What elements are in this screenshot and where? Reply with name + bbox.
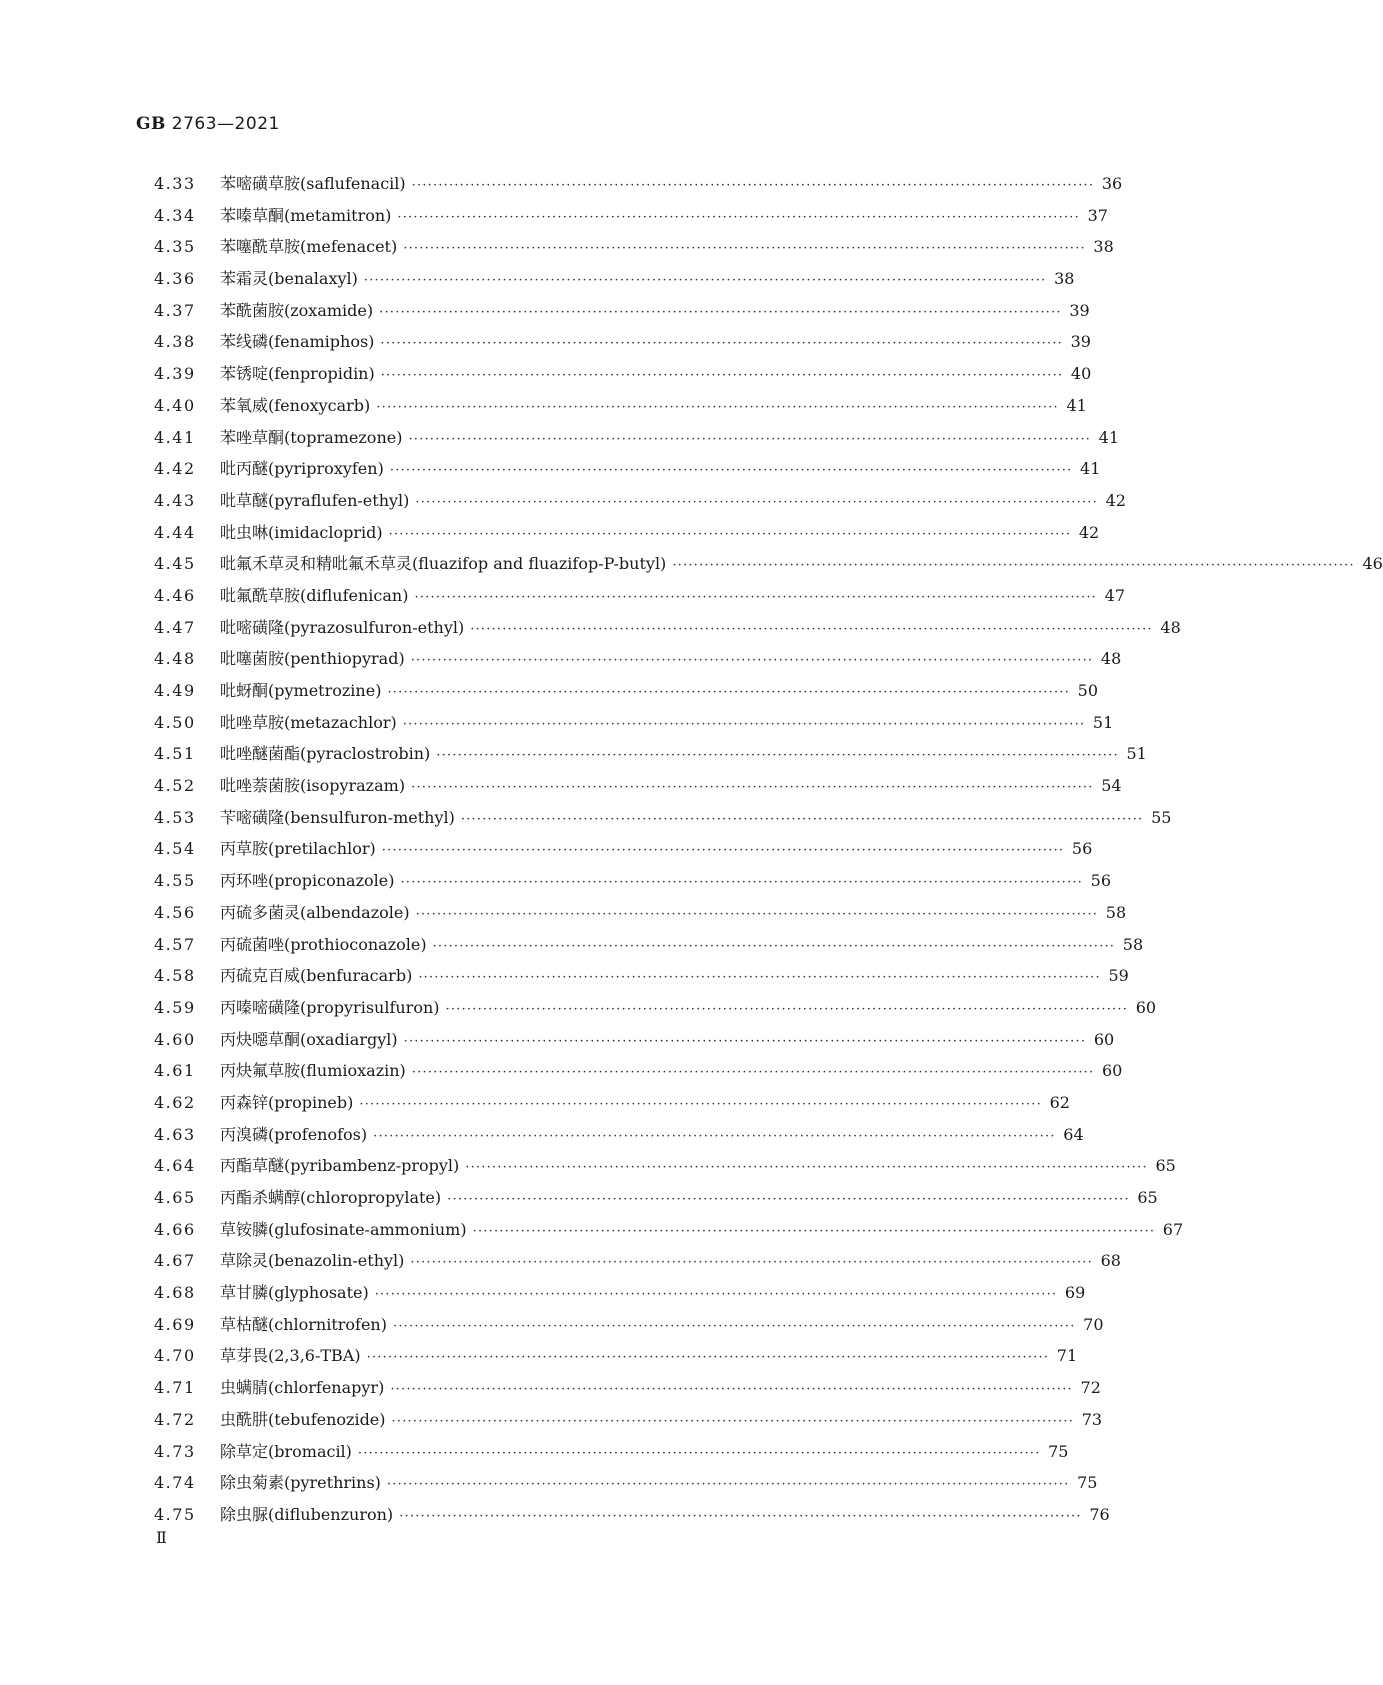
leader-dots: ································································································································ [460,811,1144,827]
toc-entry[interactable] [154,1372,1101,1404]
toc-entry-title: 苯线磷(fenamiphos) [220,332,375,352]
toc-entry[interactable] [154,1150,1176,1182]
leader-dots: ································································································································ [465,1160,1148,1176]
toc-entry-page: 54 [1101,776,1122,796]
toc-entry[interactable] [154,326,1091,358]
toc-entry[interactable] [154,580,1125,612]
leader-dots: ································································································································ [432,938,1116,954]
toc-entry-number: 4.44 [154,522,196,542]
leader-dots: ································································································································ [445,1001,1129,1017]
toc-entry[interactable] [154,1340,1078,1372]
toc-entry[interactable] [154,1055,1123,1087]
toc-entry-title: 丙硫克百威(benfuracarb) [220,966,413,986]
toc-entry-number: 4.75 [154,1504,196,1524]
toc-entry[interactable] [154,833,1093,865]
leader-dots: ································································································································ [415,906,1099,922]
toc-entry[interactable] [154,929,1144,961]
toc-entry-number: 4.71 [154,1378,196,1398]
leader-dots: ································································································································ [373,1128,1056,1144]
toc-entry-number: 4.36 [154,269,196,289]
toc-entry[interactable] [154,422,1120,454]
toc-entry-title: 苯噻酰草胺(mefenacet) [220,237,398,257]
toc-entry-title: 吡蚜酮(pymetrozine) [220,681,382,700]
toc-entry-page: 37 [1087,205,1108,225]
toc-entry-page: 48 [1160,617,1181,637]
toc-entry[interactable] [154,770,1122,802]
toc-entry-number: 4.73 [154,1441,196,1461]
toc-entry-page: 60 [1135,997,1157,1017]
toc-entry[interactable] [154,390,1087,422]
toc-entry-title: 丙嗪嘧磺隆(propyrisulfuron) [220,997,440,1017]
toc-entry[interactable] [154,643,1122,675]
leader-dots: ································································································································ [387,685,1070,700]
leader-dots: ································································································································ [399,1508,1082,1524]
toc-entry-page: 56 [1071,839,1093,859]
toc-entry-page: 76 [1089,1504,1110,1524]
toc-entry-title: 吡氟酰草胺(diflufenican) [220,585,409,605]
toc-entry-number: 4.52 [154,776,196,796]
toc-entry-page: 42 [1105,490,1126,510]
toc-entry-title: 吡嘧磺隆(pyrazosulfuron-ethyl) [220,617,465,637]
toc-entry-title: 苯霜灵(benalaxyl) [220,269,358,289]
toc-entry-title: 草铵膦(glufosinate-ammonium) [220,1219,467,1239]
toc-entry-page: 72 [1080,1378,1101,1398]
leader-dots: ································································································································ [386,1477,1070,1493]
leader-dots: ································································································································ [447,1192,1130,1207]
leader-dots: ································································································································ [672,558,1355,574]
toc-entry-page: 62 [1049,1092,1070,1112]
toc-entry-title: 草枯醚(chlornitrofen) [220,1314,387,1334]
standard-prefix: GB [136,114,166,134]
toc-entry-number: 4.42 [154,459,196,479]
toc-entry-number: 4.58 [154,966,196,986]
toc-entry-title: 除虫菊素(pyrethrins) [220,1473,381,1493]
toc-entry-number: 4.49 [154,681,196,700]
toc-entry-number: 4.59 [154,997,196,1017]
toc-entry-title: 丙炔噁草酮(oxadiargyl) [220,1029,398,1049]
toc-entry[interactable] [154,1467,1098,1499]
toc-entry-title: 丙森锌(propineb) [220,1092,354,1112]
toc-entry-page: 73 [1081,1409,1103,1429]
toc-entry-title: 丙溴磷(profenofos) [220,1124,368,1144]
toc-entry-page: 41 [1066,395,1087,415]
toc-entry[interactable] [154,1087,1070,1119]
toc-entry-title: 苯氧威(fenoxycarb) [220,395,371,415]
leader-dots: ································································································································ [392,1318,1076,1334]
toc-entry-page: 58 [1105,902,1127,922]
toc-entry[interactable] [154,168,1123,200]
toc-entry-title: 苯锈啶(fenpropidin) [220,364,375,384]
toc-entry-title: 丙环唑(propiconazole) [220,871,395,891]
toc-entry-title: 丙草胺(pretilachlor) [220,839,376,859]
leader-dots: ································································································································ [381,843,1065,859]
toc-entry[interactable] [154,612,1181,644]
toc-entry-page: 47 [1104,585,1125,605]
toc-entry-number: 4.53 [154,807,196,827]
toc-entry[interactable] [154,200,1108,232]
toc-entry-title: 苄嘧磺隆(bensulfuron-methyl) [220,807,455,827]
leader-dots: ································································································································ [418,970,1101,986]
toc-entry[interactable] [154,675,1098,707]
toc-entry-page: 56 [1090,871,1112,891]
leader-dots: ································································································································ [408,431,1092,447]
leader-dots: ································································································································ [389,463,1073,479]
leader-dots: ································································································································ [411,1065,1095,1081]
toc-entry[interactable] [154,992,1157,1024]
toc-entry-page: 75 [1048,1441,1069,1461]
toc-entry-page: 38 [1093,237,1114,257]
toc-entry[interactable] [154,485,1126,517]
toc-entry-page: 60 [1093,1029,1115,1049]
toc-entry-number: 4.55 [154,871,196,891]
toc-entry-title: 草甘膦(glyphosate) [220,1283,369,1303]
toc-entry-number: 4.45 [154,554,196,574]
toc-entry-title: 吡丙醚(pyriproxyfen) [220,459,384,479]
toc-entry-number: 4.50 [154,712,196,732]
toc-entry[interactable] [154,548,1383,580]
toc-entry-page: 65 [1137,1188,1158,1207]
leader-dots: ································································································································ [472,1223,1156,1239]
leader-dots: ································································································································ [374,1287,1058,1303]
toc-entry-title: 草除灵(benazolin-ethyl) [220,1251,405,1271]
toc-entry-title: 丙炔氟草胺(flumioxazin) [220,1061,406,1081]
toc-entry-number: 4.62 [154,1092,196,1112]
toc-entry-title: 丙酯杀螨醇(chloropropylate) [220,1188,442,1207]
toc-entry-page: 55 [1151,807,1172,827]
document-header [136,114,280,134]
toc-entry-number: 4.69 [154,1314,196,1334]
toc-entry-number: 4.34 [154,205,196,225]
toc-entry-title: 苯唑草酮(topramezone) [220,427,403,447]
toc-entry-title: 草芽畏(2,3,6-TBA) [220,1346,361,1366]
leader-dots: ································································································································ [376,399,1059,415]
toc-entry-number: 4.33 [154,174,196,193]
toc-entry-page: 64 [1063,1124,1084,1144]
toc-entry-number: 4.64 [154,1156,196,1176]
toc-entry-number: 4.48 [154,649,196,669]
toc-entry-page: 69 [1064,1283,1086,1303]
toc-entry-number: 4.61 [154,1061,196,1081]
toc-entry-page: 40 [1070,364,1092,384]
toc-entry-page: 36 [1101,174,1123,193]
toc-entry-title: 丙酯草醚(pyribambenz-propyl) [220,1156,460,1176]
toc-entry-number: 4.56 [154,902,196,922]
toc-entry[interactable] [154,1436,1069,1468]
toc-entry-page: 67 [1162,1219,1184,1239]
toc-entry-title: 丙硫菌唑(prothioconazole) [220,934,427,954]
toc-entry[interactable] [154,1182,1158,1214]
toc-entry[interactable] [154,1245,1121,1277]
toc-entry-title: 吡虫啉(imidacloprid) [220,522,383,542]
toc-entry-number: 4.43 [154,490,196,510]
toc-entry-number: 4.37 [154,300,196,320]
toc-entry-page: 58 [1122,934,1144,954]
leader-dots: ································································································································ [414,589,1097,605]
toc-entry-number: 4.65 [154,1188,196,1207]
toc-entry-title: 除虫脲(diflubenzuron) [220,1504,394,1524]
toc-entry-page: 39 [1069,300,1090,320]
toc-entry-number: 4.70 [154,1346,196,1366]
toc-entry[interactable] [154,738,1147,770]
toc-entry-number: 4.63 [154,1124,196,1144]
toc-entry-number: 4.51 [154,744,196,764]
leader-dots: ································································································································ [357,1445,1041,1461]
toc-entry[interactable] [154,707,1114,739]
toc-entry-number: 4.38 [154,332,196,352]
toc-entry-title: 苯酰菌胺(zoxamide) [220,300,374,320]
toc-entry-page: 59 [1108,966,1129,986]
toc-entry-page: 51 [1126,744,1147,764]
toc-entry-page: 38 [1054,269,1075,289]
toc-entry[interactable] [154,263,1075,295]
leader-dots: ································································································································ [359,1096,1042,1112]
toc-entry[interactable] [154,231,1114,263]
toc-entry-title: 虫酰肼(tebufenozide) [220,1409,386,1429]
toc-entry-title: 苯嗪草酮(metamitron) [220,205,392,225]
leader-dots: ································································································································ [366,1350,1050,1366]
leader-dots: ································································································································ [403,241,1086,257]
leader-dots: ································································································································ [411,178,1095,193]
toc-entry-title: 除草定(bromacil) [220,1441,352,1461]
toc-entry-title: 吡噻菌胺(penthiopyrad) [220,649,405,669]
toc-entry-number: 4.46 [154,585,196,605]
leader-dots: ································································································································ [380,368,1064,384]
toc-entry[interactable] [154,1309,1104,1341]
toc-entry-page: 46 [1362,554,1383,574]
toc-entry-page: 71 [1056,1346,1078,1366]
toc-entry-number: 4.72 [154,1409,196,1429]
toc-entry-page: 60 [1102,1061,1123,1081]
toc-entry-title: 虫螨腈(chlorfenapyr) [220,1378,385,1398]
toc-entry[interactable] [154,1214,1184,1246]
leader-dots: ································································································································ [391,1413,1075,1429]
toc-entry-page: 41 [1080,459,1101,479]
toc-entry-page: 39 [1070,332,1091,352]
table-of-contents [154,168,1383,1531]
leader-dots: ································································································································ [470,621,1153,637]
toc-entry-page: 65 [1155,1156,1176,1176]
toc-entry-number: 4.74 [154,1473,196,1493]
toc-entry-number: 4.57 [154,934,196,954]
leader-dots: ································································································································ [380,336,1063,352]
toc-entry-number: 4.67 [154,1251,196,1271]
leader-dots: ································································································································ [415,494,1098,510]
leader-dots: ································································································································ [390,1382,1073,1398]
leader-dots: ································································································································ [411,780,1094,796]
leader-dots: ································································································································ [403,1033,1087,1049]
toc-entry[interactable] [154,1499,1110,1531]
toc-entry-number: 4.40 [154,395,196,415]
toc-entry[interactable] [154,1404,1103,1436]
leader-dots: ································································································································ [410,653,1094,669]
toc-entry-title: 吡唑萘菌胺(isopyrazam) [220,776,406,796]
leader-dots: ································································································································ [397,209,1080,225]
toc-entry-title: 苯嘧磺草胺(saflufenacil) [220,174,406,193]
leader-dots: ································································································································ [363,273,1047,289]
toc-entry[interactable] [154,1119,1084,1151]
toc-entry-number: 4.41 [154,427,196,447]
toc-entry-title: 吡唑醚菌酯(pyraclostrobin) [220,744,431,764]
toc-entry-page: 68 [1100,1251,1121,1271]
leader-dots: ································································································································ [436,748,1119,764]
toc-entry[interactable] [154,358,1092,390]
toc-entry-page: 51 [1092,712,1114,732]
toc-entry-number: 4.39 [154,364,196,384]
toc-entry-number: 4.60 [154,1029,196,1049]
leader-dots: ································································································································ [379,304,1062,320]
leader-dots: ································································································································ [402,716,1086,732]
toc-entry-title: 吡唑草胺(metazachlor) [220,712,397,732]
standard-code: 2763—2021 [171,114,280,134]
toc-entry[interactable] [154,960,1129,992]
toc-entry-number: 4.47 [154,617,196,637]
toc-entry[interactable] [154,517,1100,549]
leader-dots: ································································································································ [400,875,1084,891]
toc-entry-number: 4.35 [154,237,196,257]
toc-entry-number: 4.68 [154,1283,196,1303]
toc-entry-title: 吡草醚(pyraflufen-ethyl) [220,490,410,510]
page-folio: Ⅱ [156,1528,167,1547]
toc-entry-page: 75 [1077,1473,1098,1493]
toc-entry[interactable] [154,453,1101,485]
toc-entry-page: 48 [1100,649,1122,669]
toc-entry[interactable] [154,865,1112,897]
toc-entry[interactable] [154,1277,1086,1309]
toc-entry-page: 50 [1077,681,1098,700]
toc-entry[interactable] [154,802,1172,834]
toc-entry-title: 丙硫多菌灵(albendazole) [220,902,410,922]
toc-entry-number: 4.66 [154,1219,196,1239]
toc-entry[interactable] [154,295,1090,327]
toc-entry[interactable] [154,897,1127,929]
toc-entry-title: 吡氟禾草灵和精吡氟禾草灵(fluazifop and fluazifop-P-butyl) [220,554,667,574]
toc-entry-number: 4.54 [154,839,196,859]
toc-entry-page: 41 [1098,427,1120,447]
leader-dots: ································································································································ [388,526,1072,542]
toc-entry-page: 70 [1083,1314,1104,1334]
leader-dots: ································································································································ [410,1255,1093,1271]
toc-entry-page: 42 [1078,522,1100,542]
toc-entry[interactable] [154,1024,1115,1056]
